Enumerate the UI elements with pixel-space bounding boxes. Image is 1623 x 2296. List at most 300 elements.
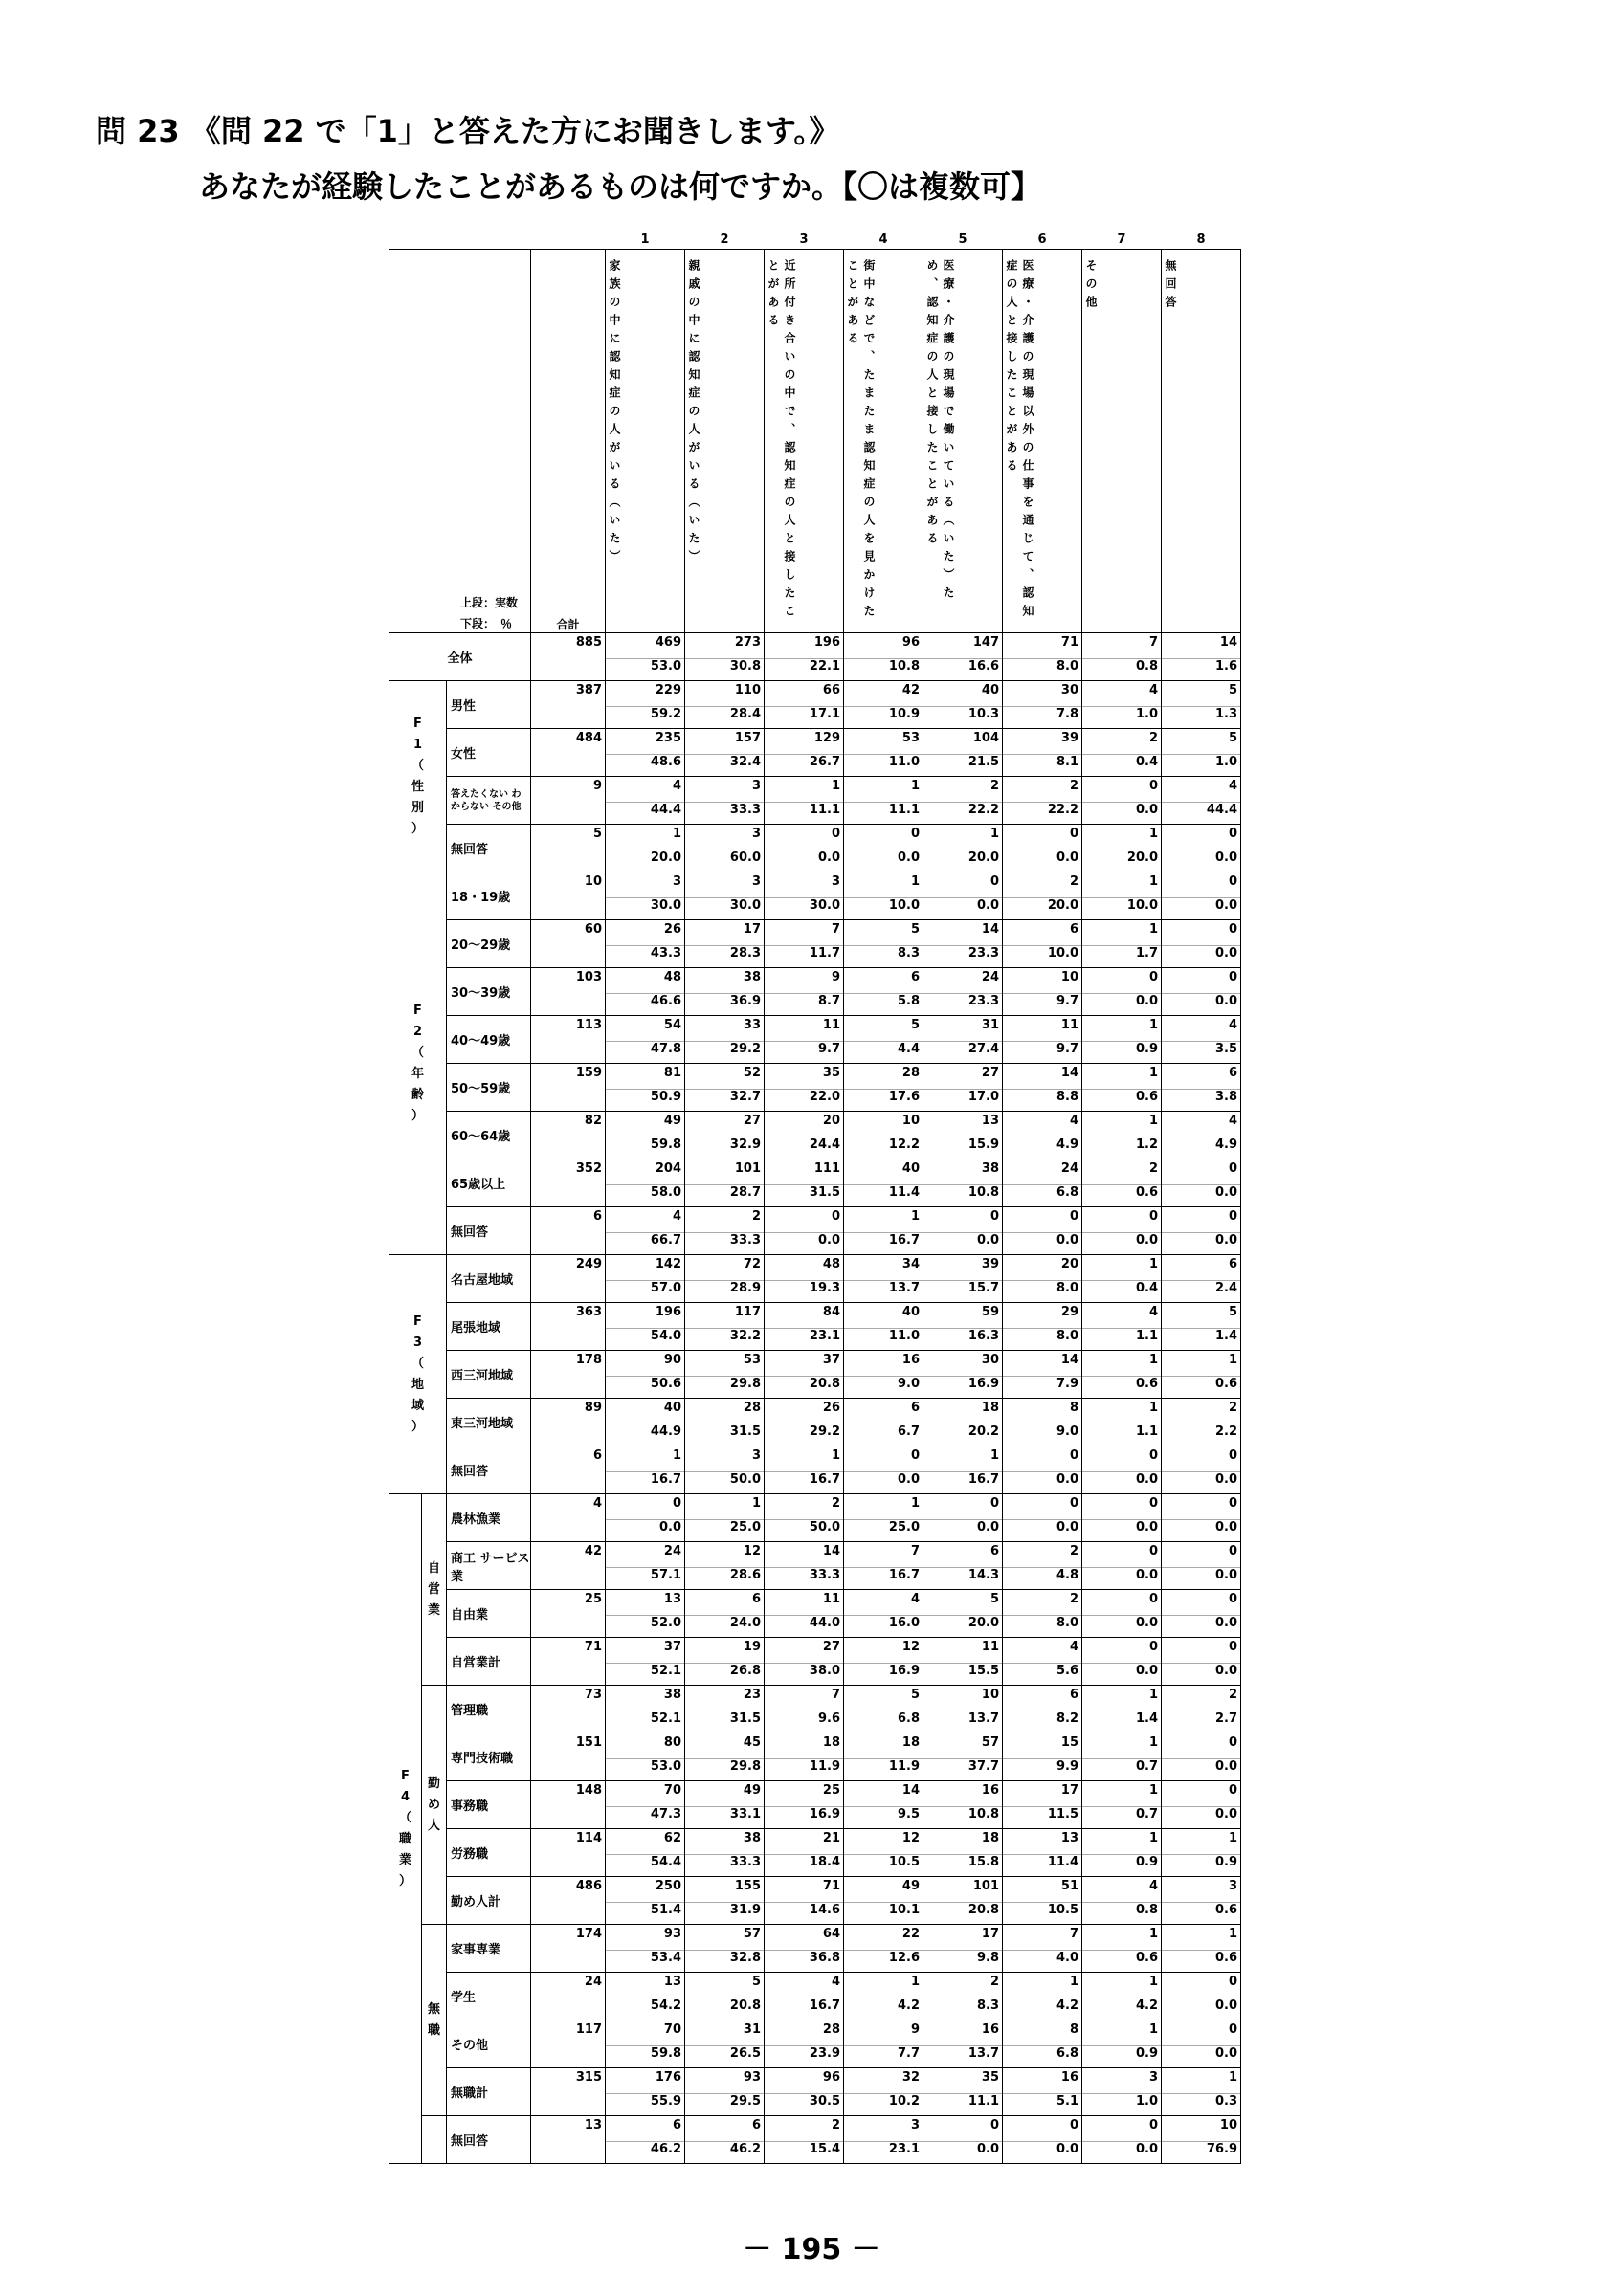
percent-value: 16.7 <box>844 1567 923 1589</box>
question-line-1: 問 23 《問 22 で「1」と答えた方にお聞きします。》 <box>96 113 840 149</box>
data-cell <box>1003 1781 1082 1829</box>
data-cell <box>923 1351 1003 1399</box>
count-value: 17 <box>981 1927 999 1941</box>
data-cell <box>923 2116 1003 2164</box>
base-count: 82 <box>531 1112 606 1159</box>
percent-value: 4.9 <box>1162 1137 1240 1159</box>
base-count: 13 <box>531 2116 606 2164</box>
count-value: 34 <box>901 1257 920 1271</box>
percent-value: 0.0 <box>1082 1615 1161 1637</box>
percent-value: 13.7 <box>923 2045 1002 2067</box>
percent-value: 30.0 <box>765 897 843 919</box>
count-value: 2 <box>831 1496 840 1511</box>
group-char: 人 <box>427 1818 440 1833</box>
data-cell <box>685 1064 765 1112</box>
percent-value: 1.4 <box>1082 1711 1161 1733</box>
count-value: 16 <box>981 2022 999 2037</box>
percent-value: 9.6 <box>765 1711 843 1733</box>
data-cell <box>765 1877 844 1925</box>
total-header: 合計 <box>531 250 606 633</box>
data-cell <box>765 872 844 920</box>
count-value: 1 <box>1148 2022 1158 2037</box>
data-cell <box>685 633 765 681</box>
percent-value: 44.4 <box>606 802 684 824</box>
data-cell <box>844 1255 923 1303</box>
base-count: 9 <box>531 777 606 825</box>
data-cell <box>606 1399 685 1446</box>
data-cell <box>1082 1064 1162 1112</box>
legend <box>389 250 530 632</box>
data-cell <box>1003 681 1082 729</box>
data-cell <box>1162 2068 1241 2116</box>
header-row <box>389 250 1241 633</box>
percent-value: 27.4 <box>923 1041 1002 1063</box>
data-cell <box>1162 777 1241 825</box>
table-row <box>389 729 1241 777</box>
data-cell <box>923 729 1003 777</box>
overall-label: 全体 <box>389 633 531 681</box>
percent-value: 47.8 <box>606 1041 684 1063</box>
base-count: 352 <box>531 1159 606 1207</box>
data-cell <box>1082 2068 1162 2116</box>
base-count: 103 <box>531 968 606 1016</box>
count-value: 1 <box>910 779 920 793</box>
row-label: 65歳以上 <box>447 1159 531 1207</box>
count-value: 2 <box>1069 779 1078 793</box>
percent-value: 15.9 <box>923 1137 1002 1159</box>
data-cell <box>1082 633 1162 681</box>
count-value: 2 <box>831 2118 840 2132</box>
count-value: 1 <box>1148 1257 1158 1271</box>
data-cell <box>923 1399 1003 1446</box>
percent-value: 5.8 <box>844 993 923 1015</box>
percent-value: 8.0 <box>1003 1328 1081 1350</box>
data-cell <box>765 2020 844 2068</box>
data-cell <box>606 872 685 920</box>
percent-value: 1.1 <box>1082 1328 1161 1350</box>
count-value: 28 <box>901 1066 920 1080</box>
count-value: 0 <box>831 1209 840 1224</box>
percent-value: 31.9 <box>685 1902 764 1924</box>
percent-value: 22.2 <box>923 802 1002 824</box>
data-cell <box>844 633 923 681</box>
percent-value: 0.8 <box>1082 658 1161 680</box>
table-body <box>389 226 1241 2164</box>
table-row <box>389 1494 1241 1542</box>
data-cell <box>923 872 1003 920</box>
count-value: 48 <box>822 1257 840 1271</box>
count-value: 30 <box>1060 683 1078 697</box>
percent-value: 30.5 <box>765 2093 843 2115</box>
data-cell <box>1003 1112 1082 1159</box>
percent-value: 1.0 <box>1082 2093 1161 2115</box>
count-value: 1 <box>1148 827 1158 841</box>
table-row <box>389 1781 1241 1829</box>
count-value: 3 <box>751 779 761 793</box>
row-label: 18・19歳 <box>447 872 531 920</box>
data-cell <box>1162 681 1241 729</box>
data-cell <box>1162 1590 1241 1638</box>
data-cell <box>844 920 923 968</box>
data-cell <box>923 1446 1003 1494</box>
count-value: 3 <box>831 874 840 889</box>
data-cell <box>923 1542 1003 1590</box>
data-cell <box>685 1207 765 1255</box>
count-value: 51 <box>1060 1879 1078 1893</box>
percent-value: 28.4 <box>685 706 764 728</box>
count-value: 1 <box>1148 1401 1158 1415</box>
count-value: 53 <box>901 731 920 745</box>
percent-value: 47.3 <box>606 1806 684 1828</box>
count-value: 13 <box>663 1592 681 1606</box>
data-cell <box>1082 2116 1162 2164</box>
percent-value: 30.0 <box>685 897 764 919</box>
data-cell <box>1003 1303 1082 1351</box>
percent-value: 20.0 <box>923 850 1002 872</box>
data-cell <box>1003 872 1082 920</box>
data-cell <box>1162 633 1241 681</box>
percent-value: 4.2 <box>1082 1998 1161 2020</box>
count-value: 1 <box>1148 1114 1158 1128</box>
count-value: 93 <box>663 1927 681 1941</box>
table-row <box>389 1733 1241 1781</box>
count-value: 196 <box>813 635 840 650</box>
data-cell <box>1162 1446 1241 1494</box>
data-cell <box>844 1686 923 1733</box>
percent-value: 9.0 <box>1003 1424 1081 1446</box>
data-cell <box>844 872 923 920</box>
count-value: 0 <box>1148 970 1158 984</box>
column-header <box>606 250 685 633</box>
data-cell <box>685 1016 765 1064</box>
data-cell <box>1162 1494 1241 1542</box>
percent-value: 8.0 <box>1003 1280 1081 1302</box>
data-cell <box>606 920 685 968</box>
group-char: F <box>401 1768 410 1783</box>
data-cell <box>1003 1686 1082 1733</box>
base-count: 5 <box>531 825 606 872</box>
data-cell <box>685 1542 765 1590</box>
data-cell <box>606 633 685 681</box>
percent-value: 26.8 <box>685 1663 764 1685</box>
percent-value: 9.8 <box>923 1950 1002 1972</box>
data-cell <box>685 1303 765 1351</box>
percent-value: 44.4 <box>1162 802 1240 824</box>
percent-value: 0.0 <box>1082 1567 1161 1589</box>
count-value: 40 <box>981 683 999 697</box>
count-value: 13 <box>981 1114 999 1128</box>
data-cell <box>1003 777 1082 825</box>
percent-value: 9.5 <box>844 1806 923 1828</box>
count-value: 49 <box>901 1879 920 1893</box>
percent-value: 11.4 <box>1003 1854 1081 1876</box>
percent-value: 15.8 <box>923 1854 1002 1876</box>
count-value: 24 <box>1060 1161 1078 1176</box>
data-cell <box>1003 1973 1082 2020</box>
percent-value: 8.7 <box>765 993 843 1015</box>
percent-value: 57.1 <box>606 1567 684 1589</box>
percent-value: 6.8 <box>1003 1184 1081 1206</box>
percent-value: 33.1 <box>685 1806 764 1828</box>
percent-value: 8.2 <box>1003 1711 1081 1733</box>
data-cell <box>765 1016 844 1064</box>
table-row <box>389 681 1241 729</box>
data-cell <box>1003 2068 1082 2116</box>
count-value: 26 <box>822 1401 840 1415</box>
percent-value: 0.0 <box>1162 1567 1240 1589</box>
percent-value: 1.4 <box>1162 1328 1240 1350</box>
percent-value: 0.6 <box>1162 1376 1240 1398</box>
percent-value: 0.7 <box>1082 1806 1161 1828</box>
percent-value: 0.0 <box>1003 1232 1081 1254</box>
data-cell <box>606 1638 685 1686</box>
count-value: 52 <box>743 1066 761 1080</box>
count-value: 13 <box>663 1975 681 1989</box>
count-value: 6 <box>989 1544 999 1558</box>
percent-value: 17.1 <box>765 706 843 728</box>
count-value: 1 <box>910 1975 920 1989</box>
data-cell <box>685 1446 765 1494</box>
data-cell <box>844 1159 923 1207</box>
percent-value: 2.4 <box>1162 1280 1240 1302</box>
table-row <box>389 1877 1241 1925</box>
data-cell <box>1003 1590 1082 1638</box>
group-char: 別 <box>411 800 424 815</box>
count-value: 32 <box>901 2070 920 2085</box>
count-value: 6 <box>1228 1257 1237 1271</box>
base-count: 42 <box>531 1542 606 1590</box>
table-row <box>389 2116 1241 2164</box>
percent-value: 1.1 <box>1082 1424 1161 1446</box>
row-label: 男性 <box>447 681 531 729</box>
percent-value: 0.0 <box>1082 1232 1161 1254</box>
percent-value: 1.0 <box>1082 706 1161 728</box>
count-value: 7 <box>831 1688 840 1702</box>
data-cell <box>844 1829 923 1877</box>
percent-value: 6.7 <box>844 1424 923 1446</box>
percent-value: 31.5 <box>685 1424 764 1446</box>
table-row <box>389 1973 1241 2020</box>
percent-value: 13.7 <box>844 1280 923 1302</box>
percent-value: 33.3 <box>685 802 764 824</box>
count-value: 1 <box>751 1496 761 1511</box>
row-label: 40～49歳 <box>447 1016 531 1064</box>
percent-value: 52.1 <box>606 1711 684 1733</box>
data-cell <box>1162 1829 1241 1877</box>
base-count: 25 <box>531 1590 606 1638</box>
column-number: 8 <box>1196 232 1206 247</box>
count-value: 6 <box>1228 1066 1237 1080</box>
percent-value: 8.8 <box>1003 1089 1081 1111</box>
percent-value: 16.7 <box>765 1998 843 2020</box>
count-value: 1 <box>1228 1831 1237 1845</box>
percent-value: 7.8 <box>1003 706 1081 728</box>
data-cell <box>1162 729 1241 777</box>
data-cell <box>1003 968 1082 1016</box>
percent-value: 0.0 <box>923 1232 1002 1254</box>
count-value: 1 <box>672 827 681 841</box>
data-cell <box>1162 1303 1241 1351</box>
data-cell <box>685 1733 765 1781</box>
group-label <box>389 681 447 872</box>
percent-value: 10.8 <box>844 658 923 680</box>
data-cell <box>1082 1733 1162 1781</box>
table-row <box>389 968 1241 1016</box>
group-char: 性 <box>411 779 424 794</box>
data-cell <box>1003 1925 1082 1973</box>
data-cell <box>844 1590 923 1638</box>
group-char: F <box>413 716 422 731</box>
percent-value: 46.2 <box>685 2141 764 2163</box>
column-header-text: 医療・介護の現場で働いている（いた）ため、認知症の人と接したことがある <box>925 259 955 605</box>
count-value: 2 <box>1148 731 1158 745</box>
percent-value: 46.6 <box>606 993 684 1015</box>
table-row <box>389 825 1241 872</box>
percent-value: 11.0 <box>844 754 923 776</box>
data-cell <box>1082 2020 1162 2068</box>
percent-value: 20.0 <box>1082 850 1161 872</box>
group-char: （ <box>411 758 424 773</box>
count-value: 7 <box>831 922 840 937</box>
count-value: 469 <box>655 635 681 650</box>
base-count: 151 <box>531 1733 606 1781</box>
count-value: 6 <box>1069 1688 1078 1702</box>
data-cell <box>923 1686 1003 1733</box>
row-label: 60～64歳 <box>447 1112 531 1159</box>
count-value: 6 <box>910 1401 920 1415</box>
percent-value: 11.1 <box>765 802 843 824</box>
row-label: 無回答 <box>447 825 531 872</box>
data-cell <box>606 1016 685 1064</box>
table-row <box>389 1207 1241 1255</box>
count-value: 0 <box>1228 970 1237 984</box>
percent-value: 11.9 <box>765 1758 843 1780</box>
count-value: 10 <box>1060 970 1078 984</box>
percent-value: 23.1 <box>844 2141 923 2163</box>
group-char: 自 <box>427 1560 440 1576</box>
percent-value: 29.2 <box>685 1041 764 1063</box>
data-cell <box>1162 1686 1241 1733</box>
percent-value: 43.3 <box>606 945 684 967</box>
data-cell <box>685 1877 765 1925</box>
data-cell <box>606 825 685 872</box>
percent-value: 30.0 <box>606 897 684 919</box>
column-header-text: 家族の中に認知症の人がいる（いた） <box>608 259 621 568</box>
percent-value: 17.0 <box>923 1089 1002 1111</box>
percent-value: 50.0 <box>765 1519 843 1541</box>
column-header <box>844 250 923 633</box>
count-value: 1 <box>1228 1353 1237 1367</box>
count-value: 0 <box>1228 1735 1237 1750</box>
data-cell <box>1162 1255 1241 1303</box>
percent-value: 0.0 <box>1162 850 1240 872</box>
data-cell <box>1082 1638 1162 1686</box>
count-value: 7 <box>1069 1927 1078 1941</box>
percent-value: 46.2 <box>606 2141 684 2163</box>
table-row <box>389 920 1241 968</box>
percent-value: 7.9 <box>1003 1376 1081 1398</box>
data-cell <box>844 1064 923 1112</box>
count-value: 84 <box>822 1305 840 1319</box>
blank-cell <box>389 226 606 250</box>
count-value: 70 <box>663 2022 681 2037</box>
count-value: 2 <box>1228 1688 1237 1702</box>
count-value: 11 <box>822 1018 840 1032</box>
percent-value: 16.9 <box>765 1806 843 1828</box>
percent-value: 0.0 <box>1162 1663 1240 1685</box>
percent-value: 9.7 <box>1003 993 1081 1015</box>
data-cell <box>844 1446 923 1494</box>
column-header-text: その他 <box>1084 259 1098 314</box>
percent-value: 16.7 <box>923 1471 1002 1493</box>
count-value: 2 <box>1148 1161 1158 1176</box>
percent-value: 10.5 <box>844 1854 923 1876</box>
row-label: 50～59歳 <box>447 1064 531 1112</box>
count-value: 117 <box>734 1305 761 1319</box>
percent-value: 4.4 <box>844 1041 923 1063</box>
data-cell <box>1162 1064 1241 1112</box>
table-row <box>389 1016 1241 1064</box>
count-value: 0 <box>1228 1448 1237 1463</box>
data-cell <box>923 633 1003 681</box>
count-value: 4 <box>910 1592 920 1606</box>
count-value: 14 <box>1219 635 1237 650</box>
data-cell <box>923 1590 1003 1638</box>
base-count: 249 <box>531 1255 606 1303</box>
data-cell <box>685 777 765 825</box>
percent-value: 8.3 <box>844 945 923 967</box>
count-value: 4 <box>1148 1879 1158 1893</box>
group-char: ） <box>411 1108 424 1123</box>
percent-value: 0.0 <box>1162 1471 1240 1493</box>
count-value: 3 <box>1148 2070 1158 2085</box>
data-cell <box>1162 1351 1241 1399</box>
group-char: 業 <box>427 1602 440 1618</box>
row-label: 管理職 <box>447 1686 531 1733</box>
data-cell <box>923 968 1003 1016</box>
count-value: 0 <box>1148 1640 1158 1654</box>
count-value: 0 <box>672 1496 681 1511</box>
count-value: 37 <box>663 1640 681 1654</box>
percent-value: 0.0 <box>1162 945 1240 967</box>
count-value: 6 <box>1069 922 1078 937</box>
group-char: 域 <box>411 1398 424 1413</box>
data-cell <box>1162 825 1241 872</box>
data-cell <box>923 2020 1003 2068</box>
count-value: 0 <box>1228 1975 1237 1989</box>
percent-value: 58.0 <box>606 1184 684 1206</box>
count-value: 72 <box>743 1257 761 1271</box>
data-cell <box>685 1638 765 1686</box>
count-value: 0 <box>1228 827 1237 841</box>
percent-value: 0.0 <box>765 1232 843 1254</box>
percent-value: 20.8 <box>685 1998 764 2020</box>
data-cell <box>685 729 765 777</box>
count-value: 66 <box>822 683 840 697</box>
count-value: 155 <box>734 1879 761 1893</box>
data-cell <box>685 2116 765 2164</box>
data-cell <box>1082 920 1162 968</box>
data-cell <box>685 2068 765 2116</box>
percent-value: 16.7 <box>606 1471 684 1493</box>
count-value: 90 <box>663 1353 681 1367</box>
data-cell <box>1082 1446 1162 1494</box>
data-cell <box>685 2020 765 2068</box>
percent-value: 0.0 <box>844 1471 923 1493</box>
data-cell <box>844 1877 923 1925</box>
percent-value: 0.6 <box>1082 1950 1161 1972</box>
percent-value: 0.9 <box>1082 1041 1161 1063</box>
